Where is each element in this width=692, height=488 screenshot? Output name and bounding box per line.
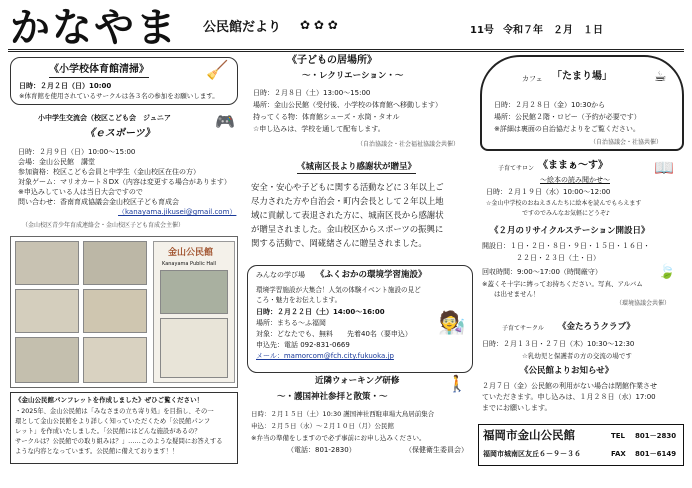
broom-icon: 🧹 <box>206 60 229 81</box>
cafe-line-2: 場所：公民館２階・ロビー（予約が必要です） <box>494 113 641 121</box>
notice-title: 《公民館よりお知らせ》 <box>520 366 614 376</box>
env-learning-box <box>247 265 473 373</box>
kids-title: 《子どもの居場所》 <box>287 55 377 66</box>
game-controller-icon: 🎮 <box>215 112 235 131</box>
award-line-4: が贈呈されました。金山校区からスポーツの振興に <box>251 224 444 234</box>
pamphlet-line-4: サークルは？公民館での取り組みは？」……このような疑問にお答えする <box>15 438 223 445</box>
hall-building-photo <box>160 270 228 314</box>
hall-map-image <box>160 318 228 378</box>
walk-pre: 近隣ウォーキング研修 <box>315 376 400 386</box>
hall-photo-sub: Kanayama Public Hall <box>162 261 217 267</box>
kids-subtitle: ～・レクリエーション・～ <box>302 71 404 81</box>
env-title: 《ふくおかの環境学習施設》 <box>316 270 427 280</box>
env-line-5: 対象：どなたでも、無料 先着40名（要申込） <box>256 330 412 338</box>
footer-fax-label: FAX <box>611 450 626 458</box>
walk-org: （保健衛生委員会） <box>405 446 468 454</box>
pamphlet-line-2: 環として金山公民館をより詳しく知っていただくため「公民館パンフ <box>15 418 211 425</box>
pamphlet-photo-2 <box>83 241 147 285</box>
walk-line-1: 日時：２月１５日（土）10:30 護国神社西駐車場大鳥居前集合 <box>251 410 435 418</box>
footer-hall-name: 福岡市金山公民館 <box>483 428 575 442</box>
kids-line-4: ☆申し込みは、学校を通して配布します。 <box>253 125 385 133</box>
gym-cleaning-box <box>10 57 238 105</box>
env-line-4: 場所：まちる～ふ福岡 <box>256 319 326 327</box>
footer-address: 福岡市城南区友丘６－９－３６ <box>483 450 581 458</box>
gather-box <box>480 318 684 364</box>
esports-line-2: 会場：金山公民館 講堂 <box>18 158 95 166</box>
cafe-label: カフェ <box>522 75 543 83</box>
walk-line-3: ※弁当の準備をしますので必ず事前にお申し込みください。 <box>251 434 426 442</box>
issue-number: 11号 <box>470 25 494 36</box>
walking-people-icon: 🚶 <box>447 374 467 393</box>
award-line-3: 域に貢献して表退された方に、城南区長から感謝状 <box>251 210 444 220</box>
kids-line-1: 日時：２月８日（土）13:00～15:00 <box>253 89 371 97</box>
esports-line-3: 参加資格：校区こども会員と中学生（金山校区在住の方） <box>18 168 200 176</box>
kids-place-box <box>247 55 471 155</box>
gather-line-2: ☆乳幼児と保護者の方の交流の場です <box>522 352 632 360</box>
esports-line-5: ※申込みしている人は当日大会ですので <box>18 188 143 196</box>
newsletter-subtitle: 公民館だより <box>203 20 282 35</box>
env-line-3: 日時：２月２２日（土）14:00～16:00 <box>256 308 385 316</box>
salon-line-2: ☆金山中学校のおねえさんたちに絵本を読んでもらえます <box>486 200 642 207</box>
notice-line-3: までにお願いします。 <box>482 404 552 412</box>
gather-title: 《金たろうクラブ》 <box>558 322 635 332</box>
esports-email[interactable]: （kanayama.jikusei@gmail.com） <box>118 208 237 216</box>
recycle-line-4: ※蓋くそ十字に縛ってお持ちください。写真、アルバム <box>482 280 643 288</box>
pamphlet-line-3: レット」を作成いたしました。「公民館にはどんな施設があるの？ <box>15 428 201 435</box>
hall-photo-card <box>153 241 235 383</box>
footer-tel: 801－2830 <box>635 432 677 440</box>
env-line-6: 申込先：電話 092-831-0669 <box>256 341 350 349</box>
scientist-icon: 🧑‍🔬 <box>438 311 466 336</box>
kids-note: （自治協議会・社会福祉協議会共催） <box>357 141 460 148</box>
env-line-2: ころ・魅力をお伝えします。 <box>256 296 342 304</box>
coffee-cup-icon: ☕ <box>654 69 667 85</box>
cafe-line-3: ※詳細は裏面の自治協だよりをご覧ください。 <box>494 125 640 133</box>
cafe-note: （自治協議会・社協共催） <box>590 139 663 146</box>
recycle-note: （環境協議会共催） <box>616 300 671 307</box>
recycle-title: 《２月のリサイクルステーション開設日》 <box>490 226 650 236</box>
notice-line-1: ２月７日（金）公民館の利用がない場合は閉館作業させ <box>482 382 657 390</box>
pamphlet-photo-1 <box>15 241 79 285</box>
walk-title: ～・護国神社参拝と散策・～ <box>277 392 388 402</box>
env-email[interactable]: メール：mamorcom@fch.city.fukuoka.jp <box>256 352 394 360</box>
pamphlet-photo-3 <box>15 289 79 333</box>
pamphlet-photo-panel <box>10 236 238 388</box>
gym-date: 日時：２月２日（日）10:00 <box>19 82 112 90</box>
pamphlet-photo-4 <box>83 289 147 333</box>
walk-contact: （電話：801-2830） <box>287 446 356 454</box>
pamphlet-box <box>10 392 238 464</box>
cafe-box <box>480 55 684 151</box>
gather-line-1: 日時：２月１３日・２７日（木）10:30～12:30 <box>482 340 635 348</box>
esports-line-6: 問い合わせ：香南育成協議会金山校区子ども育成会 <box>18 198 179 206</box>
award-line-1: 安全・安心や子どもに関する活動などに３年以上ご <box>251 182 444 192</box>
header-rule <box>8 49 684 52</box>
pamphlet-line-1: ・2025年、金山公民館は「みなさまの立ち寄り処」を目指し、その一 <box>15 408 214 415</box>
notice-box <box>480 366 684 416</box>
esports-pre: 小中学生交流会（校区こども会 ジュニア <box>38 114 171 122</box>
pamphlet-photo-5 <box>15 337 79 383</box>
pamphlet-line-5: ような内容となっています。公民館に備えております！！ <box>15 448 179 455</box>
recycle-line-1: 開設日：１日・２日・８日・９日・１５日・１６日・ <box>482 242 650 250</box>
salon-line-1: 日時：２月１９日（水）10:00～12:00 <box>486 188 611 196</box>
hall-photo-title: 金山公民館 <box>168 248 214 258</box>
pamphlet-title: 《金山公民館パンフレットを作成しました》ぜひご覧ください！ <box>15 396 204 404</box>
pamphlet-photo-6 <box>83 337 147 383</box>
notice-line-2: ていただきます。申し込みは、１月２８日（水）17:00 <box>482 393 656 401</box>
walking-box <box>247 376 475 466</box>
salon-box <box>480 158 684 220</box>
recycle-box <box>480 224 684 310</box>
issue-date: 令和７年 ２月 １日 <box>503 25 603 36</box>
award-title: 《城南区長より感謝状が贈呈》 <box>297 162 417 172</box>
walk-line-2: 申込：２月５日（水）～２月１０日（月）公民館 <box>251 422 394 430</box>
gather-pre: 子育てサークル <box>502 325 544 332</box>
gym-title: 《小学校体育館清掃》 <box>49 64 149 78</box>
cafe-title: 「たまり場」 <box>552 71 612 82</box>
recycle-line-2: ２２日・２３日（土・日） <box>516 254 600 262</box>
footer-tel-label: TEL <box>611 432 626 440</box>
esports-line-4: 対象ゲーム：マリオカート８DX（内容は変更する場合があります） <box>18 178 231 186</box>
esports-box <box>10 112 238 232</box>
newsletter-title: かなやま <box>10 4 178 51</box>
footer-fax: 801－6149 <box>635 450 677 458</box>
footer-box <box>478 424 684 466</box>
recycle-line-5: は出せません！ <box>494 290 540 298</box>
kids-line-2: 場所：金山公民館（受付後、小学校の体育館へ移動します） <box>253 101 442 109</box>
award-line-2: 尽力された方や自治会・町内会長として２年以上地 <box>251 196 444 206</box>
recycle-line-3: 回収時間：9:00～17:00（時間厳守） <box>482 268 602 276</box>
env-line-1: 環境学習施設が大集合！人気の体験イベント施設の見ど <box>256 286 421 294</box>
award-box <box>247 160 475 256</box>
award-line-5: 関する活動で、岡硴緒さんに贈呈されました。 <box>251 238 427 248</box>
salon-pre: 子育てサロン <box>498 165 535 172</box>
leaf-icon: 🍃 <box>658 264 676 280</box>
book-icon: 📖 <box>654 158 674 177</box>
salon-title: 《ままぁ～す》 <box>538 160 608 171</box>
env-pre: みんなの学び場 <box>256 271 305 279</box>
flower-icon: ✿ ✿ ✿ <box>300 18 338 32</box>
gym-note: ※体育館を使用されているサークルは各３名の参加をお願いします。 <box>19 92 219 100</box>
esports-note: （金山校区青少年育成連絡会・金山校区子ども育成会主催） <box>22 222 185 229</box>
cafe-line-1: 日時：２月２８日（金）10:30から <box>494 101 606 109</box>
kids-line-3: 持ってくる物：体育館シューズ・水筒・タオル <box>253 113 400 121</box>
salon-line-3: ですのでみんなお気軽にどうぞ♪ <box>522 210 610 217</box>
esports-line-1: 日時：２月９日（日）10:00～15:00 <box>18 148 136 156</box>
esports-title: 《ｅスポーツ》 <box>85 128 155 139</box>
salon-sub: ～絵本の読み聞かせ～ <box>540 176 610 184</box>
